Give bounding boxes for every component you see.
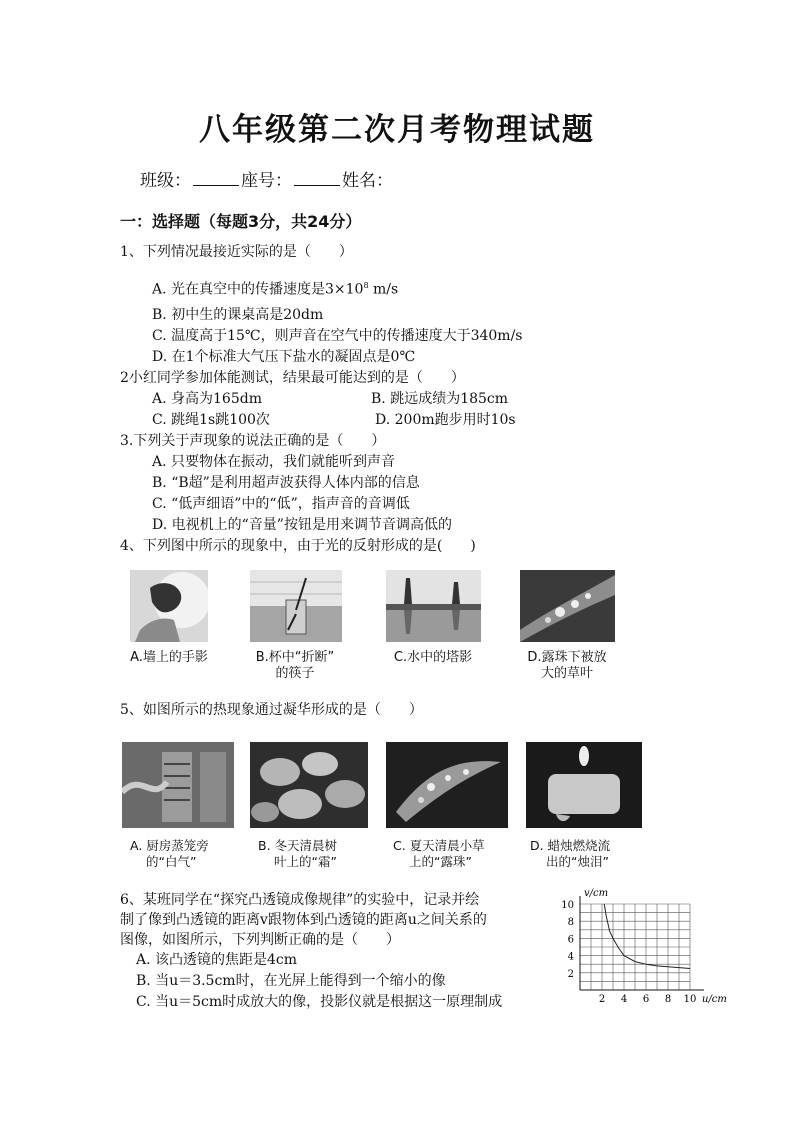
y-tick-label: 6 bbox=[567, 934, 574, 946]
chart-axes bbox=[580, 896, 704, 990]
question-5-stem: 5、如图所示的热现象通过凝华形成的是（ ） bbox=[120, 702, 423, 718]
pagoda-reflection-photo bbox=[386, 570, 481, 642]
steamer-photo bbox=[122, 742, 234, 828]
question-6-option-c: C. 当u＝5cm时成放大的像，投影仪就是根据这一原理制成 bbox=[136, 994, 503, 1010]
question-6-option-a: A. 该凸透镜的焦距是4cm bbox=[136, 952, 298, 968]
class-blank[interactable] bbox=[193, 171, 239, 186]
class-label: 班级： bbox=[140, 171, 191, 191]
question-2-option-a: A. 身高为165dm bbox=[152, 391, 262, 407]
dew-grass-photo bbox=[386, 742, 508, 828]
q5-caption-c: C. 夏天清晨小草 上的“露珠” bbox=[393, 838, 485, 869]
question-4-stem: 4、下列图中所示的现象中，由于光的反射形成的是( ) bbox=[120, 538, 476, 554]
y-tick-label: 2 bbox=[567, 968, 574, 980]
hand-shadow-photo bbox=[130, 570, 208, 642]
question-1-option-c: C. 温度高于15℃，则声音在空气中的传播速度大于340m/s bbox=[152, 328, 523, 344]
question-3-option-d: D. 电视机上的“音量”按钮是用来调节音调高低的 bbox=[152, 517, 452, 533]
question-3-option-a: A. 只要物体在振动，我们就能听到声音 bbox=[152, 454, 396, 470]
chart-ticks bbox=[561, 900, 696, 1005]
q4-caption-b: B.杯中“折断” 的筷子 bbox=[255, 650, 335, 681]
name-label: 姓名： bbox=[342, 171, 393, 191]
q4-caption-a: A.墙上的手影 bbox=[130, 650, 208, 665]
dewdrop-leaf-photo bbox=[520, 570, 615, 642]
chart-grid bbox=[580, 904, 690, 990]
question-6-option-b: B. 当u＝3.5cm时，在光屏上能得到一个缩小的像 bbox=[136, 973, 446, 989]
q4-caption-c: C.水中的塔影 bbox=[393, 650, 473, 665]
q4-caption-d: D.露珠下被放 大的草叶 bbox=[527, 650, 607, 681]
question-2-option-c: C. 跳绳1s跳100次 bbox=[152, 412, 270, 428]
x-tick-label: 4 bbox=[620, 994, 628, 1005]
x-tick-label: 6 bbox=[642, 994, 650, 1005]
q5-caption-a: A. 厨房蒸笼旁 的“白气” bbox=[130, 838, 209, 869]
question-6-stem-line-1: 6、某班同学在“探究凸透镜成像规律”的实验中，记录并绘 bbox=[120, 892, 480, 908]
x-tick-label: 2 bbox=[598, 994, 606, 1005]
question-2-stem: 2小红同学参加体能测试，结果最可能达到的是（ ） bbox=[120, 370, 465, 386]
q5-caption-d: D. 蜡烛燃烧流 出的“烛泪” bbox=[530, 838, 611, 869]
question-1-stem: 1、下列情况最接近实际的是（ ） bbox=[120, 244, 353, 260]
chart-series-line bbox=[604, 904, 690, 969]
question-6-stem-line-2: 制了像到凸透镜的距离v跟物体到凸透镜的距离u之间关系的 bbox=[120, 912, 487, 928]
candle-photo bbox=[526, 742, 642, 828]
seat-label: 座号： bbox=[241, 171, 292, 191]
page-title: 八年级第二次月考物理试题 bbox=[199, 112, 595, 148]
chart-y-axis-label: v/cm bbox=[584, 888, 609, 899]
q5-caption-b: B. 冬天清晨树 叶上的“霜” bbox=[258, 838, 338, 869]
question-3-option-b: B. “B超”是利用超声波获得人体内部的信息 bbox=[152, 475, 420, 491]
y-tick-label: 10 bbox=[561, 900, 574, 911]
chart-x-axis-label: u/cm bbox=[702, 994, 727, 1005]
lens-image-distance-chart bbox=[550, 886, 750, 1012]
x-tick-label: 10 bbox=[683, 994, 697, 1005]
question-1-option-b: B. 初中生的课桌高是20dm bbox=[152, 307, 324, 323]
section-heading: 一：选择题（每题3分，共24分） bbox=[120, 212, 362, 231]
x-tick-label: 8 bbox=[664, 994, 672, 1005]
question-1-option-d: D. 在1个标准大气压下盐水的凝固点是0℃ bbox=[152, 349, 416, 365]
student-info-line bbox=[140, 166, 393, 191]
question-3-stem: 3.下列关于声现象的说法正确的是（ ） bbox=[120, 433, 386, 449]
question-1-option-a: A. 光在真空中的传播速度是$3\times 10^8$ m/s bbox=[152, 281, 399, 298]
frost-leaves-photo bbox=[250, 742, 368, 828]
question-6-stem-line-3: 图像，如图所示，下列判断正确的是（ ） bbox=[120, 932, 400, 948]
question-2-option-b: B. 跳远成绩为185cm bbox=[371, 391, 509, 407]
question-3-option-c: C. “低声细语”中的“低”，指声音的音调低 bbox=[152, 496, 410, 512]
y-tick-label: 4 bbox=[567, 951, 574, 963]
question-2-option-d: D. 200m跑步用时10s bbox=[375, 412, 516, 428]
glass-chopstick-photo bbox=[250, 570, 342, 642]
seat-blank[interactable] bbox=[294, 171, 340, 186]
y-tick-label: 8 bbox=[567, 917, 574, 929]
